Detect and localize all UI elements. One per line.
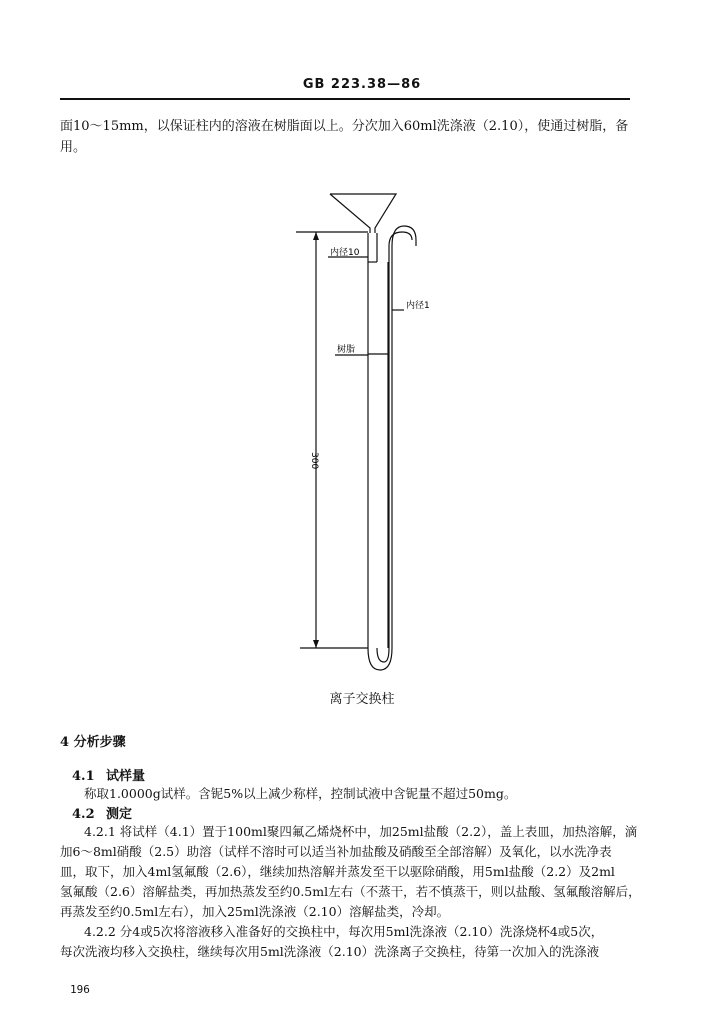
s421-line-5: 再蒸发至约0.5ml左右），加入25ml洗涤液（2.10）溶解盐类，冷却。	[60, 904, 450, 919]
label-resin: 树脂	[337, 345, 356, 355]
section-4-1-heading	[72, 765, 145, 784]
s421-line-2: 加6～8ml硝酸（2.5）助溶（试样不溶时可以适当补加盐酸及硝酸至全部溶解）及氧化，以水洗净表	[60, 844, 612, 859]
s422-line-1: 4.2.2 分4或5次将溶液移入准备好的交换柱中，每次用5ml洗涤液（2.10）洗涤烧杯4或5次，	[84, 924, 604, 939]
section-4-2-number: 4.2	[72, 807, 95, 822]
intro-paragraph: 面10～15mm，以保证柱内的溶液在树脂面以上。分次加入60ml洗涤液（2.10），使通过树脂，备用。	[60, 119, 629, 155]
section-4-heading: 4 分析步骤	[60, 735, 126, 750]
s421-line-4: 氢氟酸（2.6）溶解盐类，再加热蒸发至约0.5ml左右（不蒸干，若不慎蒸干，则以盐酸、氢氟酸溶解后，	[60, 884, 641, 899]
section-4-1-text: 称取1.0000g试样。含铌5%以上减少称样，控制试液中含铌量不超过50mg。	[84, 786, 517, 801]
column-bottom-bend	[368, 226, 416, 670]
label-length: 300	[309, 452, 319, 470]
s422-line-2: 每次洗液均移入交换柱，继续每次用5ml洗涤液（2.10）洗涤离子交换柱，待第一次加入的洗涤液	[60, 944, 600, 959]
s421-line-3: 皿，取下，加入4ml氢氟酸（2.6），继续加热溶解并蒸发至干以驱除硝酸，用5ml盐酸（2.2）及2ml	[60, 864, 615, 879]
s421-line-1: 4.2.1 将试样（4.1）置于100ml聚四氟乙烯烧杯中，加25ml盐酸（2.2），盖上表皿，加热溶解，滴	[84, 824, 638, 839]
section-4-1-title: 试样量	[106, 769, 146, 784]
column-right-wall	[377, 233, 388, 648]
page-number: 196	[70, 983, 90, 996]
figure-caption: 离子交换柱	[329, 692, 395, 707]
section-4-1-number: 4.1	[72, 769, 95, 784]
section-4-2-heading	[72, 803, 132, 822]
funnel-outline	[330, 194, 396, 233]
label-inner-diameter-1: 内径1	[406, 301, 430, 311]
section-4-2-title: 测定	[106, 807, 133, 822]
standard-header: GB 223.38—86	[302, 77, 422, 92]
label-inner-diameter-10: 内径10	[330, 248, 360, 258]
